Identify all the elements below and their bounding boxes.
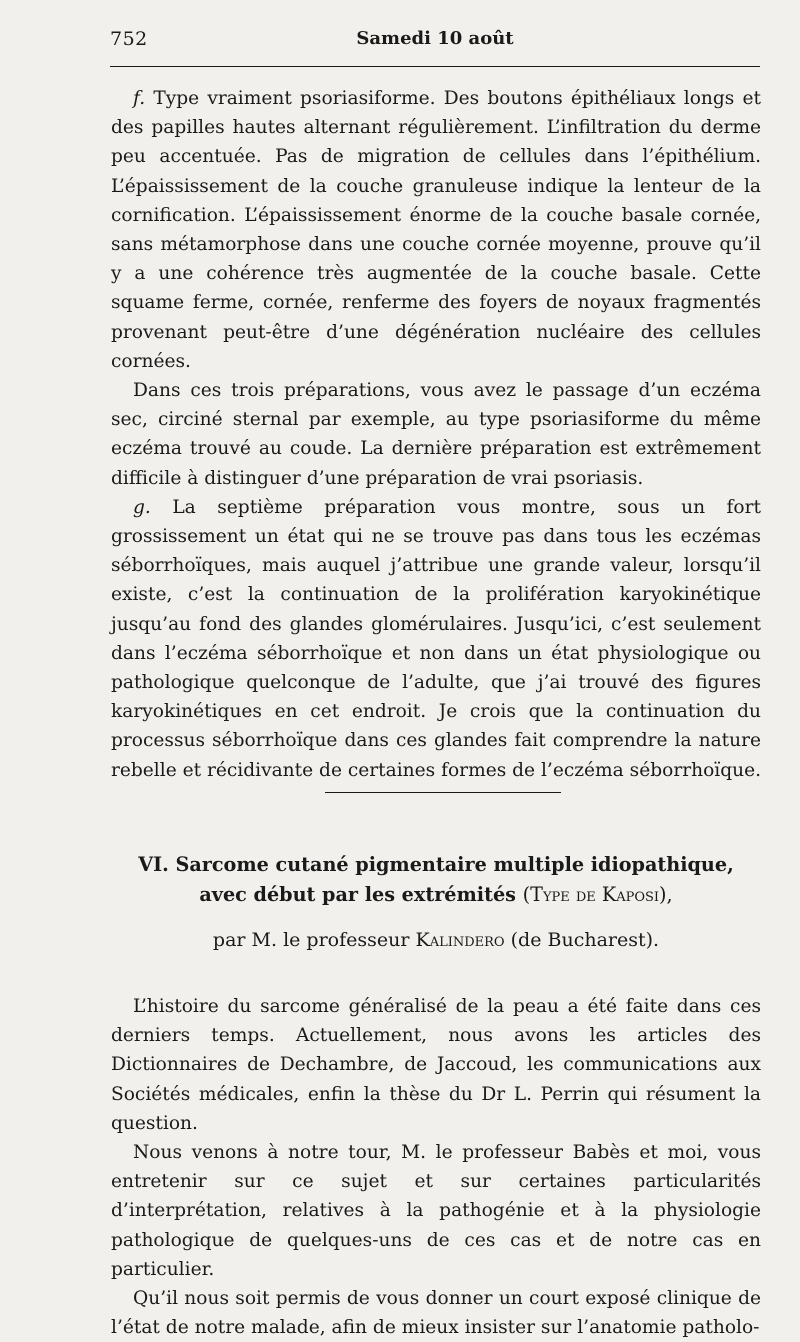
paragraph-summary: Dans ces trois préparations, vous avez le passage d’un eczéma sec, circiné sternal par exemple, au type psoriasiforme du même eczéma trouvé au coude. La dernière préparation est extrêmement difficile à distinguer d’une préparation de vrai psoriasis. (111, 380, 761, 489)
paragraph-g (111, 493, 761, 785)
author-prefix: par M. le professeur (212, 929, 410, 951)
paragraph-f (111, 84, 761, 376)
body-text-part1 (111, 84, 761, 785)
paragraph-history: L’histoire du sarcome généralisé de la peau a été faite dans ces derniers temps. Actuellement, nous avons les articles des Dictionnaires de Dechambre, de Jaccoud, les communications aux Sociétés médicales, enfin la thèse du Dr L. Perrin qui résument la question. (111, 996, 761, 1134)
section-title-line1 (111, 850, 761, 880)
running-title: Samedi 10 août (356, 28, 514, 49)
section-heading (111, 850, 761, 954)
paragraph-text: La septième préparation vous montre, sous un fort grossissement un état qui ne se trouve pas dans tous les eczémas séborrhoïques, mais auquel j’attribue une grande valeur, lorsqu’il existe, c’est la continuation de la prolifération karyokinétique jusqu’au fond des glandes glomérulaires. Jusqu’ici, c’est seulement dans l’eczéma séborrhoïque et non dans un état physiologique ou pathologique quelconque de l’adulte, que j’ai trouvé des figures karyokinétiques en cet endroit. Je crois que la continuation du processus séborrhoïque dans ces glandes fait comprendre la nature rebelle et récidivante de certaines formes de l’eczéma séborrhoïque. (111, 496, 762, 781)
section-separator (325, 792, 561, 793)
section-numeral: VI. (138, 853, 169, 876)
paragraph-clinical: Qu’il nous soit permis de vous donner un court exposé clinique de l’état de notre malade, afin de mieux insister sur l’anatomie patholo- (111, 1288, 761, 1339)
header-rule (110, 66, 760, 67)
author-name: Kalindero (415, 929, 505, 951)
section-type-note: (Type de Kaposi), (522, 883, 673, 906)
section-title-1: Sarcome cutané pigmentaire multiple idiopathique, (175, 853, 734, 876)
body-text-part2 (111, 992, 761, 1342)
section-title-2: avec début par les extrémités (199, 883, 516, 906)
page-header (110, 24, 760, 58)
section-title-line2 (111, 880, 761, 910)
paragraph-label: f. (133, 88, 146, 109)
paragraph-intro: Nous venons à notre tour, M. le professeur Babès et moi, vous entretenir sur ce sujet et sur certaines particularités d’interprétation, relatives à la pathogénie et à la physiologie pathologique de quelques-uns de ces cas et de notre cas en particulier. (111, 1142, 761, 1280)
page-number: 752 (110, 28, 148, 50)
paragraph-text: Type vraiment psoriasiforme. Des boutons épithéliaux longs et des papilles hautes alternant régulièrement. L’infiltration du derme peu accentuée. Pas de migration de cellules dans l’épithélium. L’épaississement de la couche granuleuse indique la lenteur de la cornification. L’épaississement énorme de la couche basale cornée, sans métamorphose dans une couche cornée moyenne, prouve qu’il y a une cohérence très augmentée de la couche basale. Cette squame ferme, cornée, renferme des foyers de noyaux fragmentés provenant peut-être d’une dégénération nucléaire des cellules cornées. (111, 88, 761, 372)
section-author (111, 926, 761, 954)
author-suffix: (de Bucharest). (510, 929, 660, 951)
paragraph-label: g. (133, 496, 151, 518)
